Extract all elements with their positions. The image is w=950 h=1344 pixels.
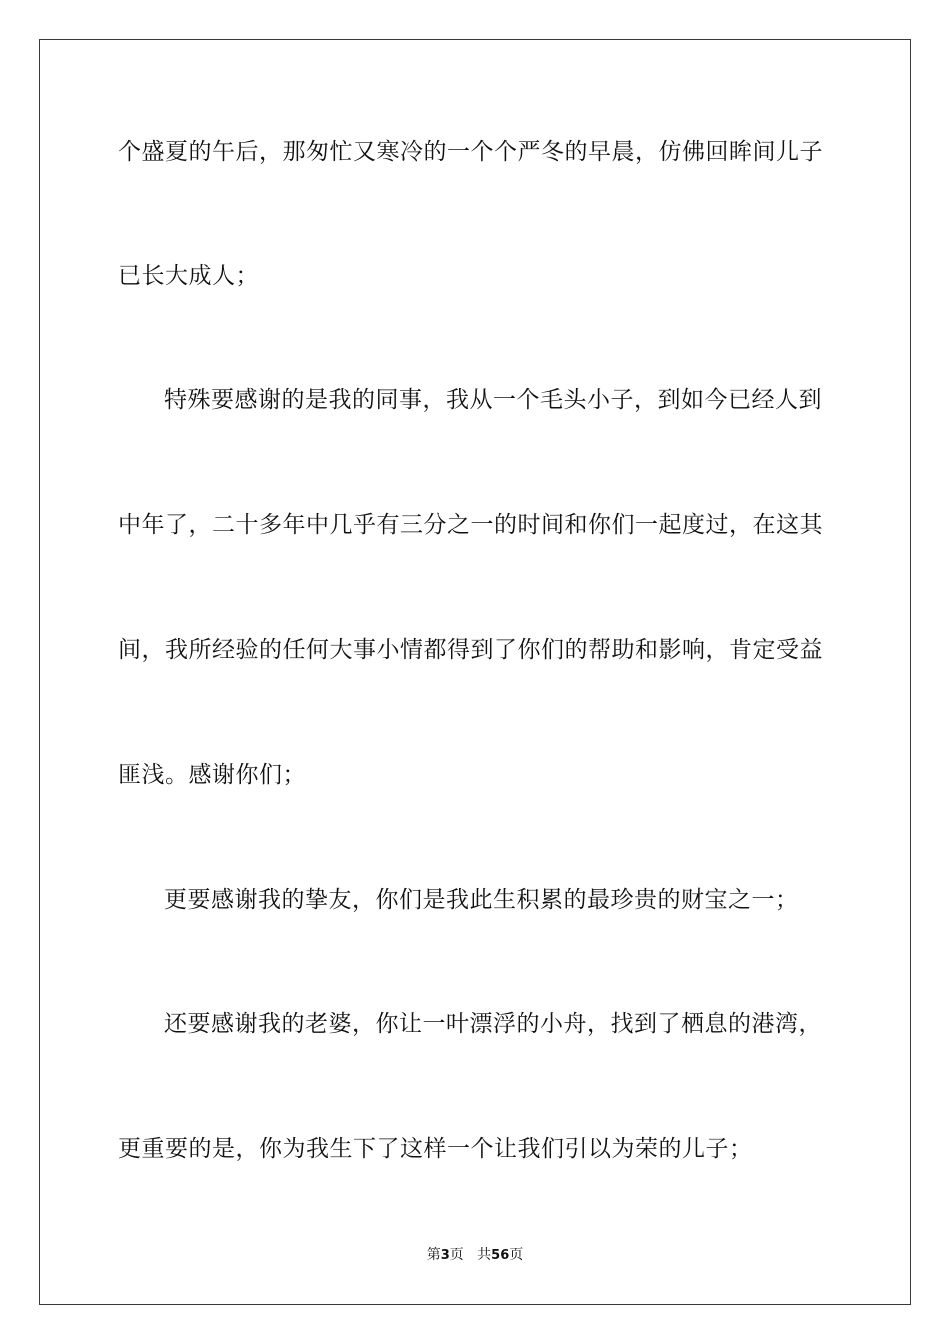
- body-line-2: 已长大成人；: [118, 263, 259, 289]
- body-line-6: 匪浅。感谢你们；: [118, 762, 306, 788]
- body-line-5: 间，我所经验的任何大事小情都得到了你们的帮助和影响，肯定受益: [118, 637, 823, 663]
- footer-page-prefix: 第: [426, 1247, 441, 1263]
- footer-total-suffix: 页: [509, 1247, 524, 1263]
- page-frame: [39, 39, 911, 1305]
- footer-total-pages: 56: [491, 1248, 510, 1263]
- body-line-1: 个盛夏的午后，那匆忙又寒冷的一个个严冬的早晨，仿佛回眸间儿子: [118, 139, 823, 165]
- body-line-9: 更重要的是，你为我生下了这样一个让我们引以为荣的儿子；: [118, 1136, 753, 1162]
- footer-total-prefix: 共: [477, 1247, 492, 1263]
- body-line-7: 更要感谢我的挚友，你们是我此生积累的最珍贵的财宝之一；: [164, 887, 799, 913]
- body-line-3: 特殊要感谢的是我的同事，我从一个毛头小子，到如今已经人到: [164, 387, 822, 413]
- body-line-8: 还要感谢我的老婆，你让一叶漂浮的小舟，找到了栖息的港湾，: [164, 1011, 822, 1037]
- footer-page-suffix: 页: [449, 1247, 464, 1263]
- page-footer: [0, 1246, 950, 1265]
- body-line-4: 中年了，二十多年中几乎有三分之一的时间和你们一起度过，在这其: [118, 512, 823, 538]
- footer-page-number: 3: [440, 1248, 450, 1263]
